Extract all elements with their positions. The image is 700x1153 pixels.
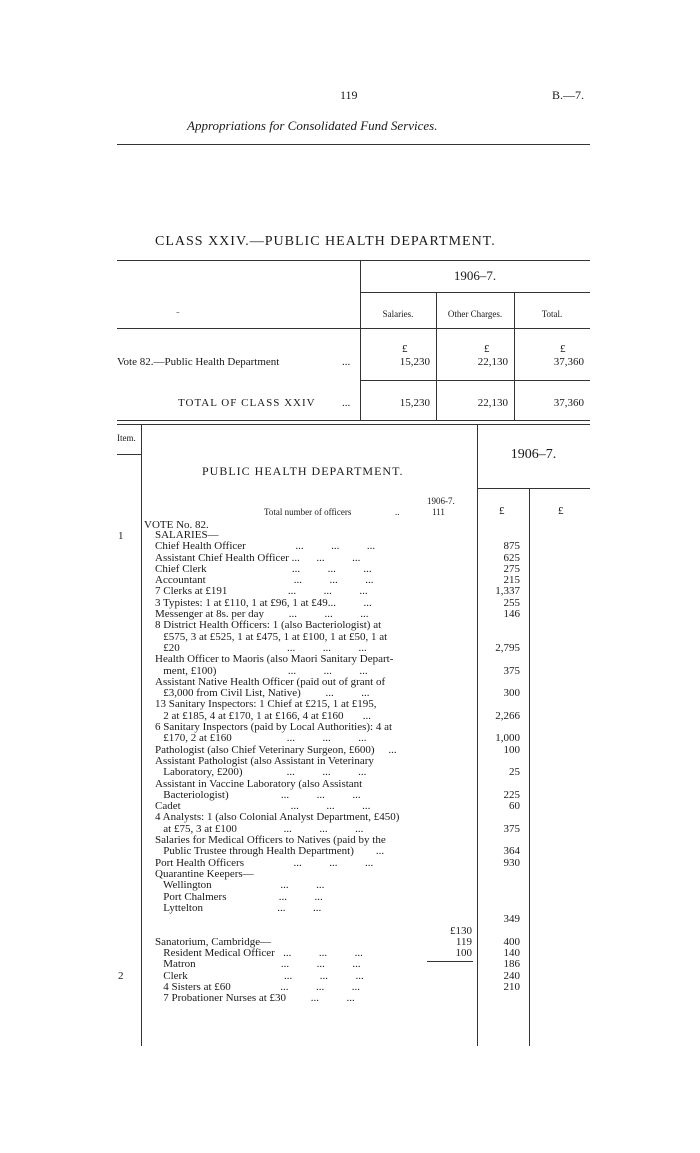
line-amount: 225	[503, 789, 520, 801]
detail-year: 1906–7.	[510, 447, 557, 462]
line-amount: 300	[503, 688, 520, 700]
vote-leader: ...	[342, 356, 351, 368]
line-amount	[480, 722, 526, 733]
pound-column-1: £	[499, 505, 505, 517]
line-amount	[480, 835, 526, 846]
line-item: 13 Sanitary Inspectors: 1 Chief at £215, 1 at £195,	[155, 699, 377, 711]
line-item: Public Trustee through Health Department) ...	[155, 846, 385, 858]
vote-heading: VOTE No. 82.	[144, 519, 209, 531]
line-item: 7 Clerks at £191 ... ... ...	[155, 586, 368, 598]
line-amount: 1,337	[495, 586, 520, 598]
line-amount: 349	[503, 914, 520, 926]
line-amount	[480, 925, 526, 936]
line-amount: 60	[509, 801, 520, 813]
pound-other: £	[484, 343, 490, 355]
line-item: Salaries for Medical Officers to Natives (paid by the	[155, 835, 386, 847]
summary-divider	[360, 260, 361, 420]
line-amount	[480, 869, 526, 880]
vote-label: Vote 82.—Public Health Department	[117, 356, 280, 368]
line-item: 8 District Health Officers: 1 (also Bacteriologist) at	[155, 620, 382, 632]
item-header-rule	[117, 454, 141, 455]
keeper-amount-port-chalmers: 119	[455, 936, 472, 948]
line-amount	[480, 699, 526, 710]
line-item: Assistant Chief Health Officer ... ... ...	[155, 552, 361, 564]
line-item: 4 Sisters at £60 ... ... ...	[155, 981, 361, 993]
line-item: ment, £100) ... ... ...	[155, 665, 368, 677]
item-header: Item.	[117, 433, 136, 443]
line-amount	[480, 620, 526, 631]
line-amount: 275	[503, 563, 520, 575]
document-reference: B.—7.	[552, 88, 585, 102]
line-amount	[480, 530, 526, 541]
pound-column-2: £	[558, 505, 564, 517]
department-title: PUBLIC HEALTH DEPARTMENT.	[202, 464, 404, 478]
item-number-2: 2	[118, 970, 124, 982]
line-item: £170, 2 at £160 ... ... ...	[155, 733, 367, 745]
line-item: Cadet ... ... ...	[155, 801, 371, 813]
line-item: Assistant Native Health Officer (paid out of grant of	[155, 676, 386, 688]
amount-column-divider	[477, 424, 478, 1046]
line-amount: 240	[503, 970, 520, 982]
vote-salaries: 15,230	[399, 356, 430, 368]
line-item: Quarantine Keepers—	[155, 868, 254, 880]
line-item: Assistant in Vaccine Laboratory (also Assistant	[155, 778, 363, 790]
line-amount: 875	[503, 541, 520, 553]
line-item: Health Officer to Maoris (also Maori Sanitary Depart-	[155, 654, 394, 666]
line-item: 3 Typistes: 1 at £110, 1 at £96, 1 at £49... ...	[155, 597, 372, 609]
total-salaries: 15,230	[399, 397, 430, 409]
line-item: SALARIES—	[155, 530, 219, 541]
line-item: Port Chalmers ... ...	[155, 891, 323, 903]
line-item: 2 at £185, 4 at £170, 1 at £166, 4 at £160 ...	[155, 710, 372, 722]
detail-year-rule	[477, 488, 590, 489]
summary-year: 1906–7.	[453, 268, 497, 283]
line-amount: 215	[503, 575, 520, 587]
line-item: at £75, 3 at £100 ... ... ...	[155, 823, 364, 835]
line-amount: 400	[503, 936, 520, 948]
line-amount	[480, 779, 526, 790]
line-item: Wellington ... ...	[155, 880, 325, 892]
item-number-1: 1	[118, 530, 124, 542]
vote-other-charges: 22,130	[477, 356, 508, 368]
line-item: 7 Probationer Nurses at £30 ... ...	[155, 993, 355, 1005]
amount-subcolumn-divider	[529, 488, 530, 1046]
line-amount: 625	[503, 552, 520, 564]
page-number: 119	[340, 88, 358, 102]
line-item: Messenger at 8s. per day ... ... ...	[155, 609, 369, 621]
line-item: Lyttelton ... ...	[155, 902, 322, 914]
line-amount: 2,266	[495, 710, 520, 722]
line-item: Assistant Pathologist (also Assistant in Veterinary	[155, 755, 374, 767]
item-column-divider	[141, 424, 142, 1046]
line-item: Chief Clerk ... ... ...	[155, 563, 372, 575]
vote-total: 37,360	[553, 356, 584, 368]
officers-label: Total number of officers	[264, 507, 352, 517]
pound-salaries: £	[402, 343, 408, 355]
line-item: 6 Sanitary Inspectors (paid by Local Authorities): 4 at	[155, 722, 393, 734]
officers-count: 111	[432, 507, 445, 517]
officers-leader: ..	[395, 507, 400, 517]
line-item: Matron ... ... ...	[155, 959, 361, 971]
header-rule	[117, 144, 590, 145]
line-item: Sanatorium, Cambridge—	[155, 936, 272, 948]
page-subtitle: Appropriations for Consolidated Fund Services.	[187, 118, 438, 133]
total-label: TOTAL OF CLASS XXIV	[178, 397, 316, 409]
line-amount	[480, 892, 526, 903]
line-item: Bacteriologist) ... ... ...	[155, 789, 361, 801]
summary-dash: -	[176, 306, 180, 318]
officers-year: 1906-7.	[427, 496, 455, 506]
line-item: 4 Analysts: 1 (also Colonial Analyst Department, £450)	[155, 812, 400, 824]
line-item: £575, 3 at £525, 1 at £475, 1 at £100, 1 at £50, 1 at	[155, 631, 388, 643]
line-amount	[480, 677, 526, 688]
pound-total: £	[560, 343, 566, 355]
line-amount	[480, 812, 526, 823]
summary-bottom-rule	[117, 420, 590, 421]
keeper-amount-lyttelton: 100	[455, 947, 472, 959]
keeper-amount-wellington: £130	[450, 925, 472, 937]
line-item: Resident Medical Officer ... ... ...	[155, 947, 363, 959]
summary-year-rule	[360, 292, 590, 293]
total-total: 37,360	[553, 397, 584, 409]
summary-top-rule	[117, 260, 590, 261]
summary-total-rule	[360, 380, 590, 381]
line-item	[155, 914, 475, 925]
line-item: Accountant ... ... ...	[155, 575, 374, 587]
total-other-charges: 22,130	[477, 397, 508, 409]
line-amounts	[480, 530, 526, 993]
detail-top-rule	[117, 424, 590, 425]
line-amount: 1,000	[495, 733, 520, 745]
line-amount: 375	[503, 665, 520, 677]
line-item: Pathologist (also Chief Veterinary Surgeon, £600) ...	[155, 744, 397, 756]
line-item: Laboratory, £200) ... ... ...	[155, 767, 367, 779]
line-amount: 140	[503, 947, 520, 959]
line-amount: 146	[503, 609, 520, 621]
line-amount: 2,795	[495, 642, 520, 654]
line-amount: 210	[503, 981, 520, 993]
line-amount	[480, 756, 526, 767]
line-amount	[480, 654, 526, 665]
line-item: £3,000 from Civil List, Native) ... ...	[155, 688, 370, 700]
col-total: Total.	[541, 309, 563, 319]
line-amount	[480, 880, 526, 891]
total-leader: ...	[342, 397, 351, 409]
line-item: Port Health Officers ... ... ...	[155, 857, 374, 869]
keeper-subtotal-rule	[427, 961, 473, 962]
line-amount: 364	[503, 846, 520, 858]
line-amount: 375	[503, 823, 520, 835]
col-salaries: Salaries.	[382, 309, 414, 319]
line-item: Clerk ... ... ...	[155, 970, 364, 982]
col-other-charges: Other Charges.	[447, 309, 503, 319]
line-amount: 930	[503, 857, 520, 869]
line-amount: 25	[509, 767, 520, 779]
line-amount	[480, 632, 526, 643]
line-amount: 186	[503, 959, 520, 971]
line-amount: 255	[503, 597, 520, 609]
summary-header-rule	[117, 328, 590, 329]
line-amount: 100	[503, 744, 520, 756]
line-amount	[480, 903, 526, 914]
class-title: CLASS XXIV.—PUBLIC HEALTH DEPARTMENT.	[155, 234, 496, 249]
line-item: Chief Health Officer ... ... ...	[155, 541, 376, 553]
line-item: £20 ... ... ...	[155, 642, 367, 654]
